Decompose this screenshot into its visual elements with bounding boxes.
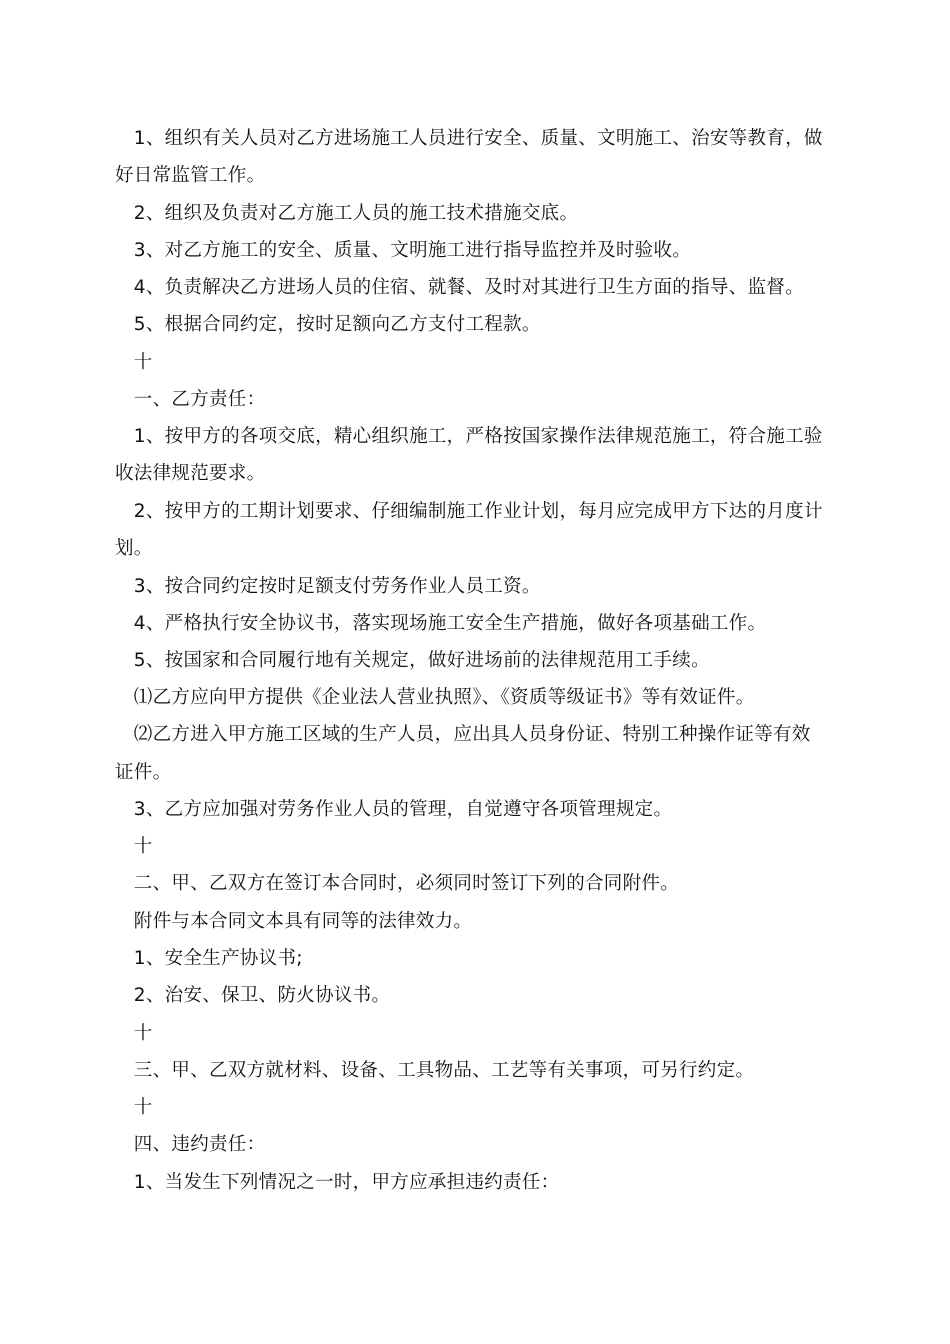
section-heading: 一、乙方责任： xyxy=(115,389,266,410)
paragraph-line: 3、按合同约定按时足额支付劳务作业人员工资。 xyxy=(115,576,541,597)
paragraph-line: 1、安全生产协议书; xyxy=(115,948,303,969)
paragraph-line: 附件与本合同文本具有同等的法律效力。 xyxy=(115,911,473,932)
paragraph-line: 证件。 xyxy=(115,762,172,783)
paragraph-line: 划。 xyxy=(115,538,153,559)
paragraph-line: 2、治安、保卫、防火协议书。 xyxy=(115,985,391,1006)
paragraph-line: 好日常监管工作。 xyxy=(115,165,266,186)
paragraph-line: 收法律规范要求。 xyxy=(115,463,266,484)
paragraph-line: 2、按甲方的工期计划要求、仔细编制施工作业计划，每月应完成甲方下达的月度计 xyxy=(115,501,823,522)
paragraph-line: 2、组织及负责对乙方施工人员的施工技术措施交底。 xyxy=(115,203,579,224)
paragraph-line: 4、严格执行安全协议书，落实现场施工安全生产措施，做好各项基础工作。 xyxy=(115,613,767,634)
paragraph-line: 1、按甲方的各项交底，精心组织施工，严格按国家操作法律规范施工，符合施工验 xyxy=(115,426,823,447)
section-marker: 十 xyxy=(115,1097,153,1118)
paragraph-line: 3、乙方应加强对劳务作业人员的管理，自觉遵守各项管理规定。 xyxy=(115,799,673,820)
section-marker: 十 xyxy=(115,352,153,373)
paragraph-line: 4、负责解决乙方进场人员的住宿、就餐、及时对其进行卫生方面的指导、监督。 xyxy=(115,277,804,298)
paragraph-line: 5、按国家和合同履行地有关规定，做好进场前的法律规范用工手续。 xyxy=(115,650,710,671)
paragraph-line: 1、当发生下列情况之一时，甲方应承担违约责任： xyxy=(115,1172,560,1193)
paragraph-line: 1、组织有关人员对乙方进场施工人员进行安全、质量、文明施工、治安等教育，做 xyxy=(115,128,823,149)
section-heading: 四、违约责任： xyxy=(115,1134,266,1155)
section-marker: 十 xyxy=(115,1023,153,1044)
section-heading: 二、甲、乙双方在签订本合同时，必须同时签订下列的合同附件。 xyxy=(115,873,680,894)
section-marker: 十 xyxy=(115,836,153,857)
section-heading: 三、甲、乙双方就材料、设备、工具物品、工艺等有关事项，可另行约定。 xyxy=(115,1060,755,1081)
paragraph-line: 5、根据合同约定，按时足额向乙方支付工程款。 xyxy=(115,314,541,335)
paragraph-line: 3、对乙方施工的安全、质量、文明施工进行指导监控并及时验收。 xyxy=(115,240,692,261)
paragraph-line: ⑵乙方进入甲方施工区域的生产人员，应出具人员身份证、特别工种操作证等有效 xyxy=(115,724,811,745)
paragraph-line: ⑴乙方应向甲方提供《企业法人营业执照》、《资质等级证书》等有效证件。 xyxy=(115,687,755,708)
